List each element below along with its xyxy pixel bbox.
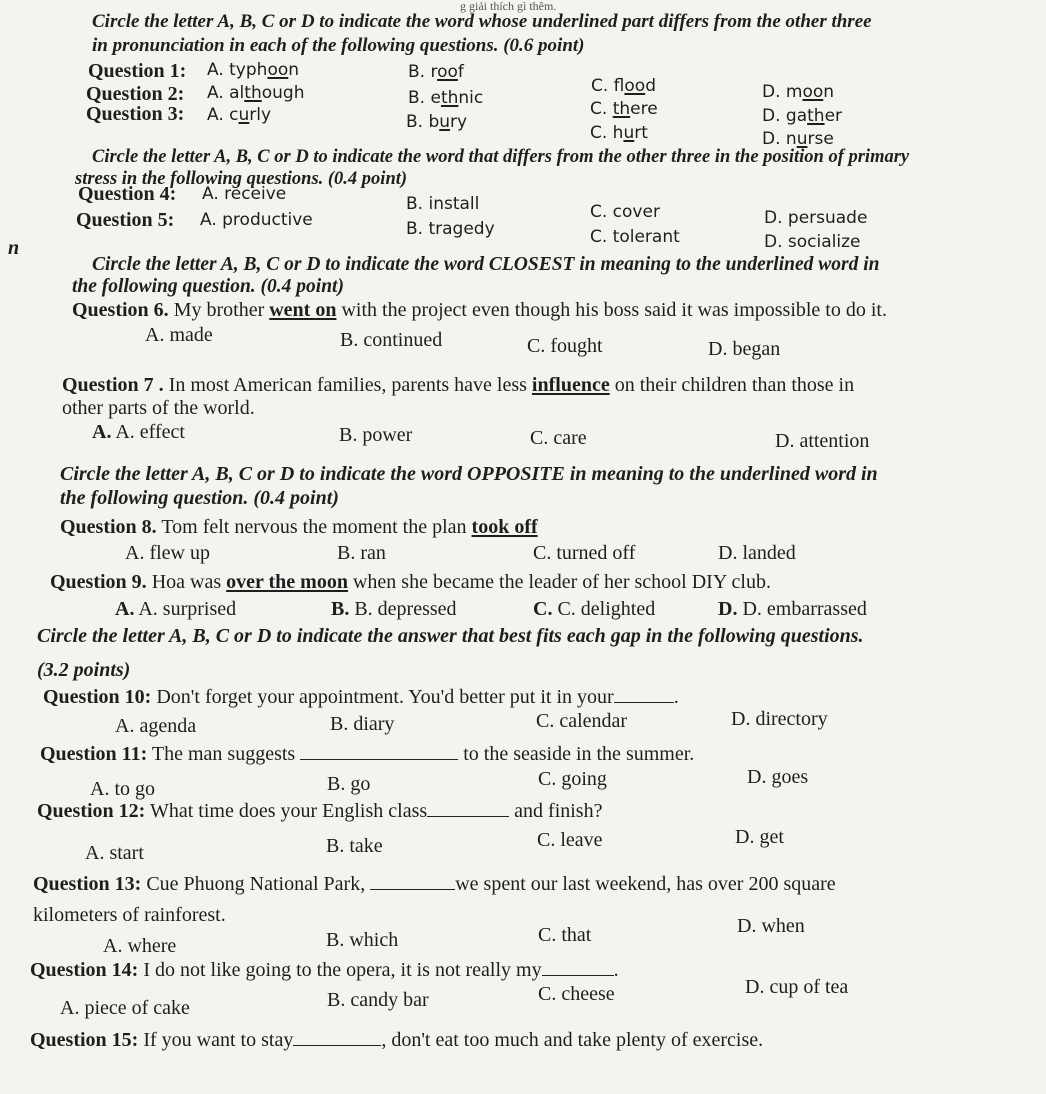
underlined-sound: u (238, 105, 250, 125)
underlined-word: influence (531, 374, 610, 396)
underlined-sound: oo (267, 60, 289, 80)
stem-text: I do not like going to the opera, it is not really my (143, 959, 542, 981)
option-c[interactable]: C. cheese (538, 983, 615, 1005)
option-b[interactable]: B. go (327, 773, 371, 795)
option-d[interactable] (762, 84, 834, 101)
underlined-phrase: went on (269, 299, 337, 321)
option-b[interactable]: B. power (339, 424, 413, 446)
option-text: A. al (207, 83, 245, 103)
margin-character: n (8, 237, 20, 259)
option-text: B. e (408, 88, 441, 108)
option-c[interactable]: C. tolerant (590, 227, 680, 247)
question-stem (37, 801, 602, 821)
stem-text: when she became the leader of her school DIY club. (352, 571, 771, 593)
option-text: A. typh (207, 60, 268, 80)
stem-text: Cue Phuong National Park, (146, 873, 366, 895)
option-c[interactable]: C. fought (527, 335, 603, 357)
option-c[interactable] (590, 125, 648, 142)
question-label: Question 3: (86, 103, 185, 125)
option-d[interactable]: D. persuade (764, 208, 868, 228)
section-gap-instruction-2: (3.2 points) (37, 659, 131, 681)
stem-text: My brother (173, 299, 265, 321)
stem-text: What time does your English class (149, 800, 428, 822)
option-d[interactable] (762, 131, 834, 148)
stem-text: Don't forget your appointment. You'd better put it in your (156, 686, 614, 708)
question-label: Question 12: (37, 800, 146, 822)
option-text: B. b (406, 112, 440, 132)
question-label: Question 15: (30, 1029, 139, 1051)
option-b[interactable]: B. ran (337, 542, 386, 564)
stem-text: In most American families, parents have less (168, 374, 527, 396)
option-text: n (823, 82, 835, 102)
option-text: D. embarrassed (742, 598, 867, 620)
stem-continuation: other parts of the world. (62, 397, 255, 419)
option-d[interactable] (762, 108, 842, 125)
option-c[interactable]: C. cover (590, 202, 660, 222)
option-text: ere (630, 99, 658, 119)
option-c[interactable]: C. going (538, 768, 607, 790)
option-a[interactable]: A. to go (90, 778, 155, 800)
option-b[interactable] (406, 114, 467, 131)
stem-text: with the project even though his boss said it was impossible to do it. (341, 299, 887, 321)
option-c[interactable] (590, 101, 658, 118)
question-label: Question 10: (43, 686, 152, 708)
option-b[interactable]: B. which (326, 929, 399, 951)
stem-text: . (673, 686, 679, 708)
question-label: Question 5: (76, 209, 175, 231)
option-text: rly (249, 105, 272, 125)
section-gap-instruction-1: Circle the letter A, B, C or D to indicate the answer that best fits each gap in the following questions. (37, 625, 864, 647)
option-a[interactable]: A. made (145, 324, 213, 346)
section-pronunciation-instruction-1: Circle the letter A, B, C or D to indicate the word whose underlined part differs from the other three (92, 11, 872, 32)
option-a[interactable]: A. productive (200, 210, 313, 230)
option-c[interactable]: C. leave (537, 829, 603, 851)
option-a[interactable]: A. start (85, 842, 144, 864)
answer-blank[interactable] (614, 701, 674, 703)
option-b[interactable]: B. continued (340, 329, 443, 351)
answer-blank[interactable] (370, 888, 455, 890)
option-d[interactable]: D. socialize (764, 232, 861, 252)
question-label: Question 7 . (62, 374, 164, 396)
question-stem (43, 687, 679, 707)
stem-text: on their children than those in (614, 374, 855, 396)
question-label: Question 6. (72, 299, 169, 321)
question-label: Question 8. (60, 516, 157, 538)
underlined-sound: u (623, 123, 635, 143)
option-a[interactable]: A. A. effect (92, 421, 185, 443)
option-b[interactable]: B. tragedy (406, 219, 495, 239)
section-opposite-instruction-2: the following question. (0.4 point) (60, 487, 339, 509)
stem-text: Tom felt nervous the moment the plan (161, 516, 467, 538)
option-b[interactable]: B. B. depressed (331, 598, 457, 620)
option-a[interactable]: A. piece of cake (60, 997, 190, 1019)
option-b[interactable]: B. take (326, 835, 383, 857)
option-text: C. delighted (557, 598, 656, 620)
option-a[interactable] (207, 107, 271, 124)
option-text: C. h (590, 123, 624, 143)
option-a[interactable]: A. receive (202, 184, 287, 204)
option-d[interactable]: D. goes (747, 766, 809, 788)
option-b[interactable]: B. candy bar (327, 989, 429, 1011)
question-label: Question 1: (88, 60, 187, 82)
stem-text: to the seaside in the summer. (463, 743, 695, 765)
option-c[interactable]: C. calendar (536, 710, 628, 732)
section-closest-instruction-1: Circle the letter A, B, C or D to indicate the word CLOSEST in meaning to the underlined word in (92, 254, 880, 275)
option-d[interactable]: D. when (737, 915, 805, 937)
option-text: D. m (762, 82, 803, 102)
section-stress-instruction-2: stress in the following questions. (0.4 point) (75, 169, 408, 189)
option-c[interactable]: C. that (538, 924, 592, 946)
underlined-sound: th (244, 83, 262, 103)
option-c[interactable]: C. care (530, 427, 587, 449)
question-stem (62, 375, 854, 395)
underlined-sound: oo (437, 62, 458, 82)
section-opposite-instruction-1: Circle the letter A, B, C or D to indicate the word OPPOSITE in meaning to the underlined word in (60, 463, 878, 485)
option-b[interactable]: B. install (406, 194, 480, 214)
option-d[interactable]: D. directory (731, 708, 828, 730)
option-a[interactable]: A. flew up (125, 542, 210, 564)
option-a[interactable]: A. A. surprised (115, 598, 237, 620)
option-text: d (645, 76, 656, 96)
stem-text: The man suggests (151, 743, 296, 765)
option-d[interactable]: D. attention (775, 430, 870, 452)
answer-blank[interactable] (293, 1044, 381, 1046)
option-text: C. (590, 99, 613, 119)
option-text: C. fl (591, 76, 625, 96)
option-d[interactable]: D. cup of tea (745, 976, 849, 998)
option-text: D. n (762, 129, 797, 149)
option-b[interactable] (408, 90, 483, 107)
question-label: Question 4: (78, 183, 177, 205)
stem-continuation: kilometers of rainforest. (33, 904, 226, 926)
stem-text: , don't eat too much and take plenty of exercise. (381, 1029, 764, 1051)
stem-text: and finish? (514, 800, 603, 822)
top-fragment: g giải thích gì thêm. (460, 0, 557, 13)
answer-blank[interactable] (300, 758, 458, 760)
underlined-sound: u (439, 112, 451, 132)
question-stem (30, 960, 619, 980)
option-a[interactable]: A. where (103, 935, 177, 957)
option-a[interactable] (207, 85, 304, 102)
option-text: B. depressed (354, 598, 457, 620)
option-d[interactable]: D. began (708, 338, 781, 360)
section-stress-instruction-1: Circle the letter A, B, C or D to indicate the word that differs from the other three in the position of primary (92, 147, 910, 167)
option-text: er (824, 106, 843, 126)
option-a[interactable] (207, 62, 299, 79)
underlined-sound: th (612, 99, 631, 119)
question-stem (50, 572, 771, 592)
option-d[interactable]: D. get (735, 826, 784, 848)
underlined-sound: th (807, 106, 825, 126)
underlined-sound: u (796, 129, 808, 149)
option-text: D. ga (762, 106, 808, 126)
question-label: Question 14: (30, 959, 139, 981)
option-b[interactable]: B. diary (330, 713, 395, 735)
question-stem (33, 874, 836, 894)
option-c[interactable] (591, 78, 656, 95)
question-stem (40, 744, 694, 764)
question-stem (72, 300, 887, 320)
option-text: B. r (408, 62, 438, 82)
stem-text: we spent our last weekend, has over 200 square (455, 873, 836, 895)
option-text: f (457, 62, 464, 82)
option-text: ough (261, 83, 305, 103)
option-b[interactable] (408, 64, 464, 81)
option-text: nic (458, 88, 484, 108)
option-text: ry (450, 112, 468, 132)
section-pronunciation-instruction-2: in pronunciation in each of the following questions. (0.6 point) (92, 35, 585, 56)
option-c[interactable]: C. C. delighted (533, 598, 656, 620)
question-label: Question 9. (50, 571, 147, 593)
underlined-phrase: took off (471, 516, 538, 538)
option-text: rse (807, 129, 834, 149)
stem-text: Hoa was (151, 571, 222, 593)
underlined-sound: th (440, 88, 459, 108)
answer-blank[interactable] (542, 974, 614, 976)
option-d[interactable]: D. D. embarrassed (718, 598, 867, 620)
question-label: Question 13: (33, 873, 142, 895)
question-label: Question 11: (40, 743, 148, 765)
section-closest-instruction-2: the following question. (0.4 point) (72, 276, 344, 297)
stem-text: . (613, 959, 619, 981)
question-stem (60, 517, 538, 537)
option-text: n (288, 60, 300, 80)
underlined-sound: oo (624, 76, 646, 96)
option-text: A. effect (115, 421, 185, 443)
question-stem (30, 1030, 763, 1050)
question-label: Question 2: (86, 83, 185, 105)
option-a[interactable]: A. agenda (115, 715, 197, 737)
option-text: rt (634, 123, 648, 143)
underlined-sound: oo (802, 82, 824, 102)
option-text: A. c (207, 105, 239, 125)
stem-text: If you want to stay (143, 1029, 294, 1051)
underlined-phrase: over the moon (226, 571, 348, 593)
option-c[interactable]: C. turned off (533, 542, 636, 564)
option-text: A. surprised (138, 598, 237, 620)
answer-blank[interactable] (427, 815, 509, 817)
option-d[interactable]: D. landed (718, 542, 796, 564)
